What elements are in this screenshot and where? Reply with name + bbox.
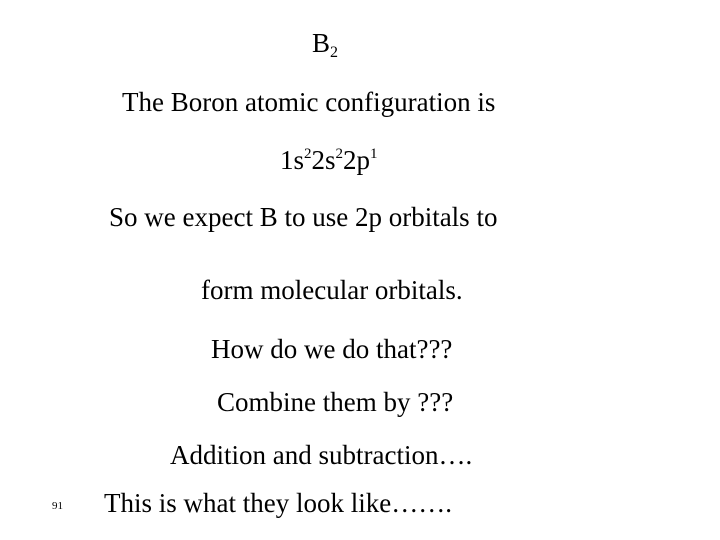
title-base: B: [312, 28, 331, 58]
config-part-1: 1s: [280, 145, 305, 175]
combine-line: Combine them by ???: [217, 387, 454, 417]
config-sup-3: 1: [370, 146, 378, 162]
title-subscript: 2: [330, 44, 339, 61]
look-line: This is what they look like…….: [104, 488, 452, 518]
page-number: 91: [52, 500, 63, 512]
config-sup-2: 2: [335, 146, 344, 162]
electron-configuration: [280, 147, 378, 174]
config-part-3: 2p: [343, 145, 371, 175]
addition-line: Addition and subtraction….: [170, 440, 473, 470]
intro-line: The Boron atomic configuration is: [122, 87, 496, 117]
question-line: How do we do that???: [211, 334, 453, 364]
form-line: form molecular orbitals.: [201, 275, 463, 305]
expect-line: So we expect B to use 2p orbitals to: [109, 202, 498, 232]
config-sup-1: 2: [304, 146, 312, 162]
slide-title: [312, 30, 338, 61]
config-part-2: 2s: [311, 145, 336, 175]
